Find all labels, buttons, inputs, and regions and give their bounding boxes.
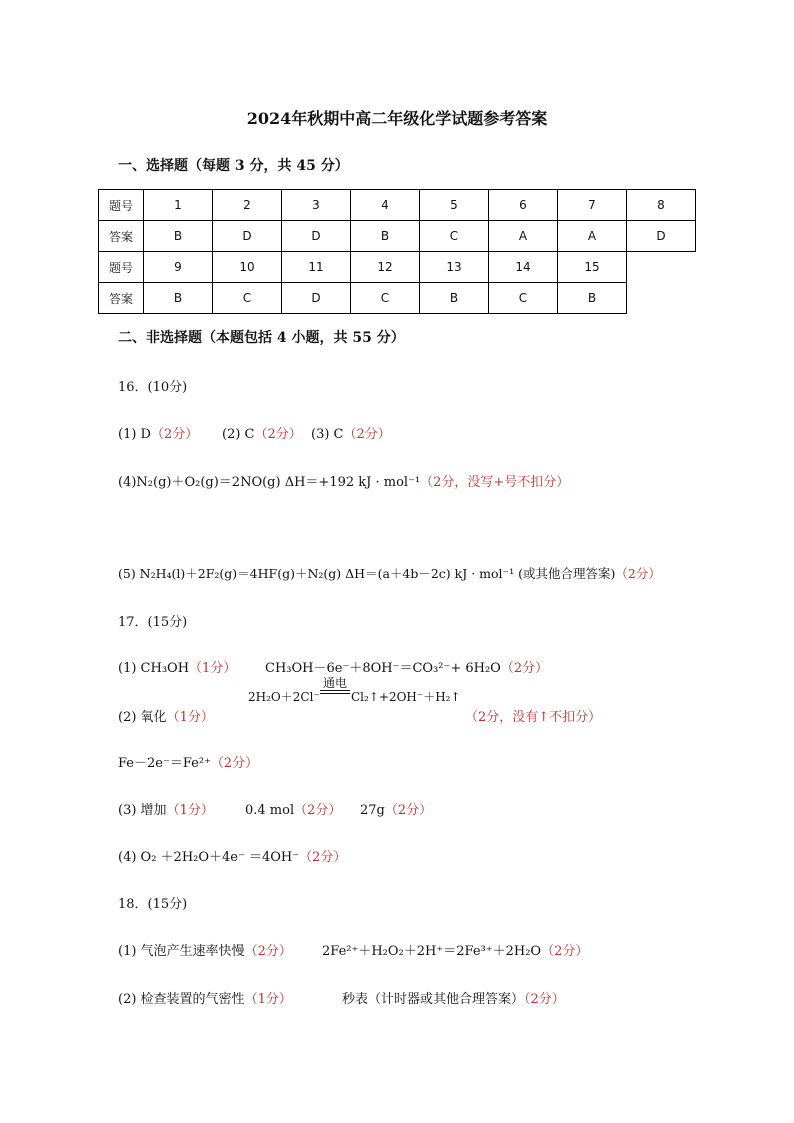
score-note: （2分，没写+号不扣分） — [420, 475, 570, 490]
answer-text: (1) CH₃OH — [118, 661, 190, 676]
question-number: 12 — [351, 252, 420, 283]
answer-cell: B — [420, 283, 489, 314]
score-note: （2分） — [254, 427, 302, 442]
question-number: 7 — [558, 190, 627, 221]
empty-cell — [627, 283, 696, 314]
question-number: 3 — [282, 190, 351, 221]
question-number: 8 — [627, 190, 696, 221]
question-number: 4 — [351, 190, 420, 221]
equation: 2Fe²⁺＋H₂O₂＋2H⁺＝2Fe³⁺＋2H₂O — [322, 944, 542, 959]
table-row — [99, 190, 696, 221]
answer-cell: C — [351, 283, 420, 314]
q17-answer-2 — [118, 706, 214, 725]
q17-answer-3b — [245, 799, 341, 818]
row-label: 答案 — [99, 221, 144, 252]
answer-cell: D — [213, 221, 282, 252]
q17-answer-1 — [118, 657, 236, 676]
answer-text: 27g — [360, 803, 385, 818]
question-number: 14 — [489, 252, 558, 283]
question-number: 2 — [213, 190, 282, 221]
equation: (5) N₂H₄(l)＋2F₂(g)＝4HF(g)＋N₂(g) ΔH＝(a＋4b－2c) kJ · mol⁻¹ (或其他合理答案) — [118, 566, 616, 581]
q17-heading: 17．(15分) — [118, 615, 188, 630]
q17-answer-4 — [118, 846, 346, 865]
q17-answer-3 — [118, 799, 214, 818]
q18-answer-2 — [118, 988, 292, 1007]
q16-answer-5 — [118, 564, 661, 582]
question-number: 15 — [558, 252, 627, 283]
answer-text: (2) C — [222, 427, 255, 442]
answer-text: (1) D — [118, 427, 151, 442]
row-label: 题号 — [99, 190, 144, 221]
answer-text: (1) 气泡产生速率快慢 — [118, 944, 245, 959]
score-note: （2分） — [150, 427, 199, 442]
answer-cell: B — [144, 221, 213, 252]
answer-cell: D — [282, 283, 351, 314]
score-note: （1分） — [166, 710, 214, 725]
answer-text: (3) 增加 — [118, 803, 167, 818]
table-row — [99, 252, 696, 283]
table-row — [99, 221, 696, 252]
question-number: 9 — [144, 252, 213, 283]
question-number: 6 — [489, 190, 558, 221]
question-number: 5 — [420, 190, 489, 221]
score-note: （2分） — [294, 803, 342, 818]
q17-answer-3c — [360, 799, 432, 818]
answer-cell: A — [489, 221, 558, 252]
score-note: （2分） — [299, 850, 347, 865]
score-note: （2分） — [210, 756, 259, 771]
answer-table — [98, 189, 696, 314]
section-1-heading: 一、选择题（每题 3 分，共 45 分） — [118, 158, 349, 174]
answer-cell: C — [489, 283, 558, 314]
electrolysis-left: 2H₂O＋2Cl⁻ — [248, 690, 320, 704]
q18-answer-1 — [118, 940, 292, 959]
score-note: （1分） — [244, 992, 292, 1007]
q18-answer-2b — [342, 988, 565, 1007]
answer-text: (3) C — [311, 427, 344, 442]
q16-answer-2 — [222, 423, 302, 442]
section-2-heading: 二、非选择题（本题包括 4 小题，共 55 分） — [118, 330, 405, 346]
score-note: （1分） — [189, 661, 237, 676]
row-label: 答案 — [99, 283, 144, 314]
score-note: （2分） — [343, 427, 391, 442]
answer-cell: D — [282, 221, 351, 252]
score-note: （2分） — [384, 803, 433, 818]
equation: CH₃OH－6e⁻＋8OH⁻＝CO₃²⁻+ 6H₂O — [265, 661, 501, 676]
answer-cell: C — [420, 221, 489, 252]
page-title: 2024年秋期中高二年级化学试题参考答案 — [246, 109, 548, 128]
question-number: 11 — [282, 252, 351, 283]
answer-text: 秒表（计时器或其他合理答案） — [342, 992, 525, 1007]
answer-cell: B — [558, 283, 627, 314]
q16-answer-4 — [118, 471, 569, 490]
reaction-line — [320, 693, 350, 694]
q16-heading: 16．(10分) — [118, 380, 188, 395]
answer-text: (2) 氧化 — [118, 710, 167, 725]
q16-answer-1 — [118, 423, 198, 442]
equation: (4)N₂(g)＋O₂(g)＝2NO(g) ΔH＝+192 kJ · mol⁻¹ — [118, 475, 421, 490]
score-note: （2分） — [541, 944, 589, 959]
answer-text: 0.4 mol — [245, 803, 295, 818]
electrolysis-right: Cl₂↑+2OH⁻＋H₂↑ — [351, 690, 461, 704]
question-number: 13 — [420, 252, 489, 283]
q18-heading: 18．(15分) — [118, 897, 188, 912]
condition-label: 通电 — [323, 676, 348, 690]
answer-cell: B — [351, 221, 420, 252]
reaction-line — [320, 690, 350, 691]
score-note: （1分） — [166, 803, 214, 818]
question-number: 10 — [213, 252, 282, 283]
q18-equation — [322, 940, 588, 959]
equation: Fe－2e⁻＝Fe²⁺ — [118, 756, 211, 771]
score-note: （2分，没有↑不扣分） — [465, 710, 602, 725]
score-note: （2分） — [524, 992, 565, 1007]
question-number: 1 — [144, 190, 213, 221]
answer-text: (2) 检查装置的气密性 — [118, 992, 245, 1007]
equation: (4) O₂ ＋2H₂O＋4e⁻ ＝4OH⁻ — [118, 850, 300, 865]
answer-cell: B — [144, 283, 213, 314]
row-label: 题号 — [99, 252, 144, 283]
score-note: （2分） — [500, 661, 549, 676]
score-note: （2分） — [615, 566, 661, 581]
q17-electrode-equation — [265, 657, 548, 676]
answer-cell: A — [558, 221, 627, 252]
q17-anode-equation — [118, 752, 258, 771]
table-row — [99, 283, 696, 314]
answer-cell: D — [627, 221, 696, 252]
answer-cell: C — [213, 283, 282, 314]
empty-cell — [627, 252, 696, 283]
score-note: （2分） — [244, 944, 292, 959]
q16-answer-3 — [311, 423, 391, 442]
